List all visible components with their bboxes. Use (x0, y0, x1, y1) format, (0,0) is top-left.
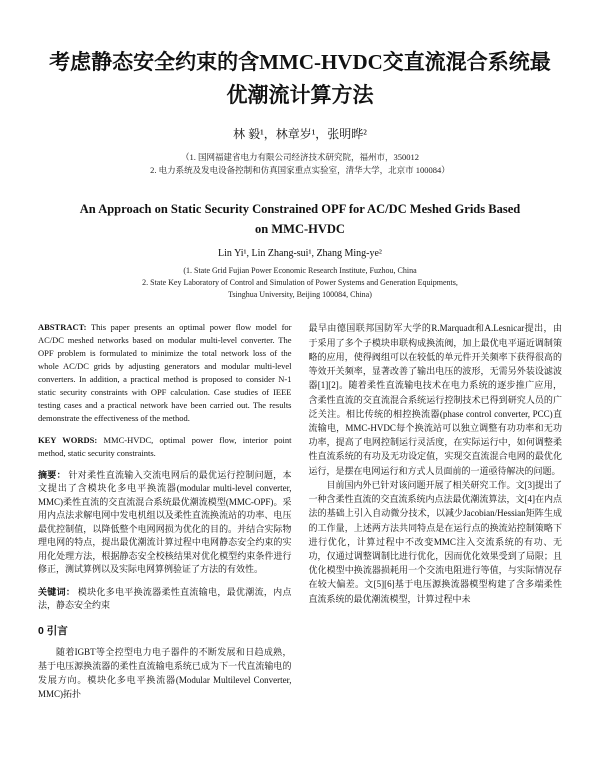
left-column (38, 321, 292, 701)
affiliations-cn (38, 151, 562, 177)
authors-en: Lin Yi¹, Lin Zhang-sui¹, Zhang Ming-ye² (218, 248, 382, 260)
affiliation-cn-line2: 2. 电力系统及发电设备控制和仿真国家重点实验室，清华大学，北京市 100084） (150, 165, 450, 176)
paper-title-en: An Approach on Static Security Constrained OPF for AC/DC Meshed Grids Based on MMC-HVDC (79, 202, 521, 237)
body-paragraph-1: 最早由德国联邦国防军大学的R.Marquadt和A.Lesnicar提出，由于采用了多个子模块串联构成换流阀，加上最优电平逼近调制策略的应用，使得阀组可以在较低的单元件开关频率下获得很高的等效开关频率，显著改善了输出电压的波形，无需另外装设滤波器[1][2]。随着柔性直流输电技术在电力系统的逐步推广应用，含柔性直流的交直流混合系统运行控制技术已得到研究人员的广泛关注。相比传统的相控换流器(phase control converter, PCC)直流输电，MMC-HVDC每个换流站可以独立调整有功功率和无功功率，提高了电网控制运行灵活度，在实际运行中，如何调整柔性直流系统的有功及无功设定值，实现交直流混合电网的最优化运行，是摆在电网运行和方式人员面前的一道亟待解决的问题。 (308, 323, 562, 476)
abstract-cn-text: 针对柔性直流输入交流电网后的最优运行控制问题，本文提出了含模块化多电平换流器(modular multi-level converter, MMC)柔性直流的交直流混合系统最优潮流模型(MMC-OPF)。采用内点法求解电网中发电机组以及柔性直流换流站的功率、电压最优控制值，以降低整个电网网损为优化的目的。并结合实际物理电网的特点，提出最优潮流计算过程中电网静态安全约束的实用化处理方法，根据静态安全校核结果对优化模型约束条件进行修正，测试算例以及实际电网算例验证了方法的有效性。 (38, 469, 292, 574)
body-paragraph-2: 目前国内外已针对该问题开展了相关研究工作。文[3]提出了一种含柔性直流的交直流系统内点法最优潮流算法，文[4]在内点法的基础上引入自动微分技术，以减少Jacobian/Hessian矩阵生成的工作量，上述两方法共同特点是在运行点的换流站控制策略下进行优化，计算过程中不改变MMC注入交流系统的有功、无功，仅通过调整调制比进行优化，因而优化效果受到了局限；且优化模型中换流器损耗用一个交流电阻进行等值，与实际情况存在较大偏差。文[5][6]基于电压源换流器模型构建了含多端柔性直流系统的最优潮流模型，计算过程中未 (308, 479, 562, 604)
keywords-cn-label: 关键词： (38, 586, 76, 597)
authors-cn: 林 毅¹，林章岁¹，张明晔² (233, 127, 367, 142)
right-column (309, 321, 563, 701)
keywords-en (38, 434, 292, 460)
affiliation-en-line2: 2. State Key Laboratory of Control and Simulation of Power Systems and Generation Equipments, (142, 278, 458, 288)
affiliation-en-line1: (1. State Grid Fujian Power Economic Research Institute, Fuzhou, China (183, 266, 417, 276)
keywords-en-label: KEY WORDS: (38, 434, 98, 445)
section-heading-intro: 0 引言 (38, 624, 68, 637)
paper-title-cn: 考虑静态安全约束的含MMC-HVDC交直流混合系统最优潮流计算方法 (49, 50, 551, 107)
intro-paragraph: 随着IGBT等全控型电力电子器件的不断发展和日趋成熟，基于电压源换流器的柔性直流输电系统已成为下一代直流输电的发展方向。模块化多电平换流器(Modular Multilevel Converter, MMC)拓扑 (38, 646, 292, 700)
abstract-en-text: This paper presents an optimal power flow model for AC/DC meshed networks based on modular multi-level converter. The OPF problem is formulated to minimize the total network loss of the whole AC/DC grids by adjusting generators and modular multi-level converters. In addition, a practical method is proposed to consider N-1 static security constraints with OPF calculation. Case studies of IEEE testing cases and a practical network have been carried out. The results demonstrate the effectiveness of the method. (38, 322, 292, 423)
abstract-en (38, 321, 292, 424)
abstract-cn-label: 摘要： (38, 469, 66, 480)
keywords-cn (38, 586, 292, 613)
affiliations-en (38, 265, 562, 301)
keywords-en-text: MMC-HVDC, optimal power flow, interior point method, static security constraints. (38, 434, 292, 458)
abstract-cn (38, 469, 292, 577)
abstract-en-label: ABSTRACT: (38, 322, 87, 333)
affiliation-cn-line1: （1. 国网福建省电力有限公司经济技术研究院，福州市，350012 (180, 152, 419, 163)
two-column-body (38, 321, 562, 701)
keywords-cn-text: 模块化多电平换流器柔性直流输电，最优潮流，内点法，静态安全约束 (38, 586, 292, 610)
affiliation-en-line3: Tsinghua University, Beijing 100084, China) (228, 290, 372, 300)
